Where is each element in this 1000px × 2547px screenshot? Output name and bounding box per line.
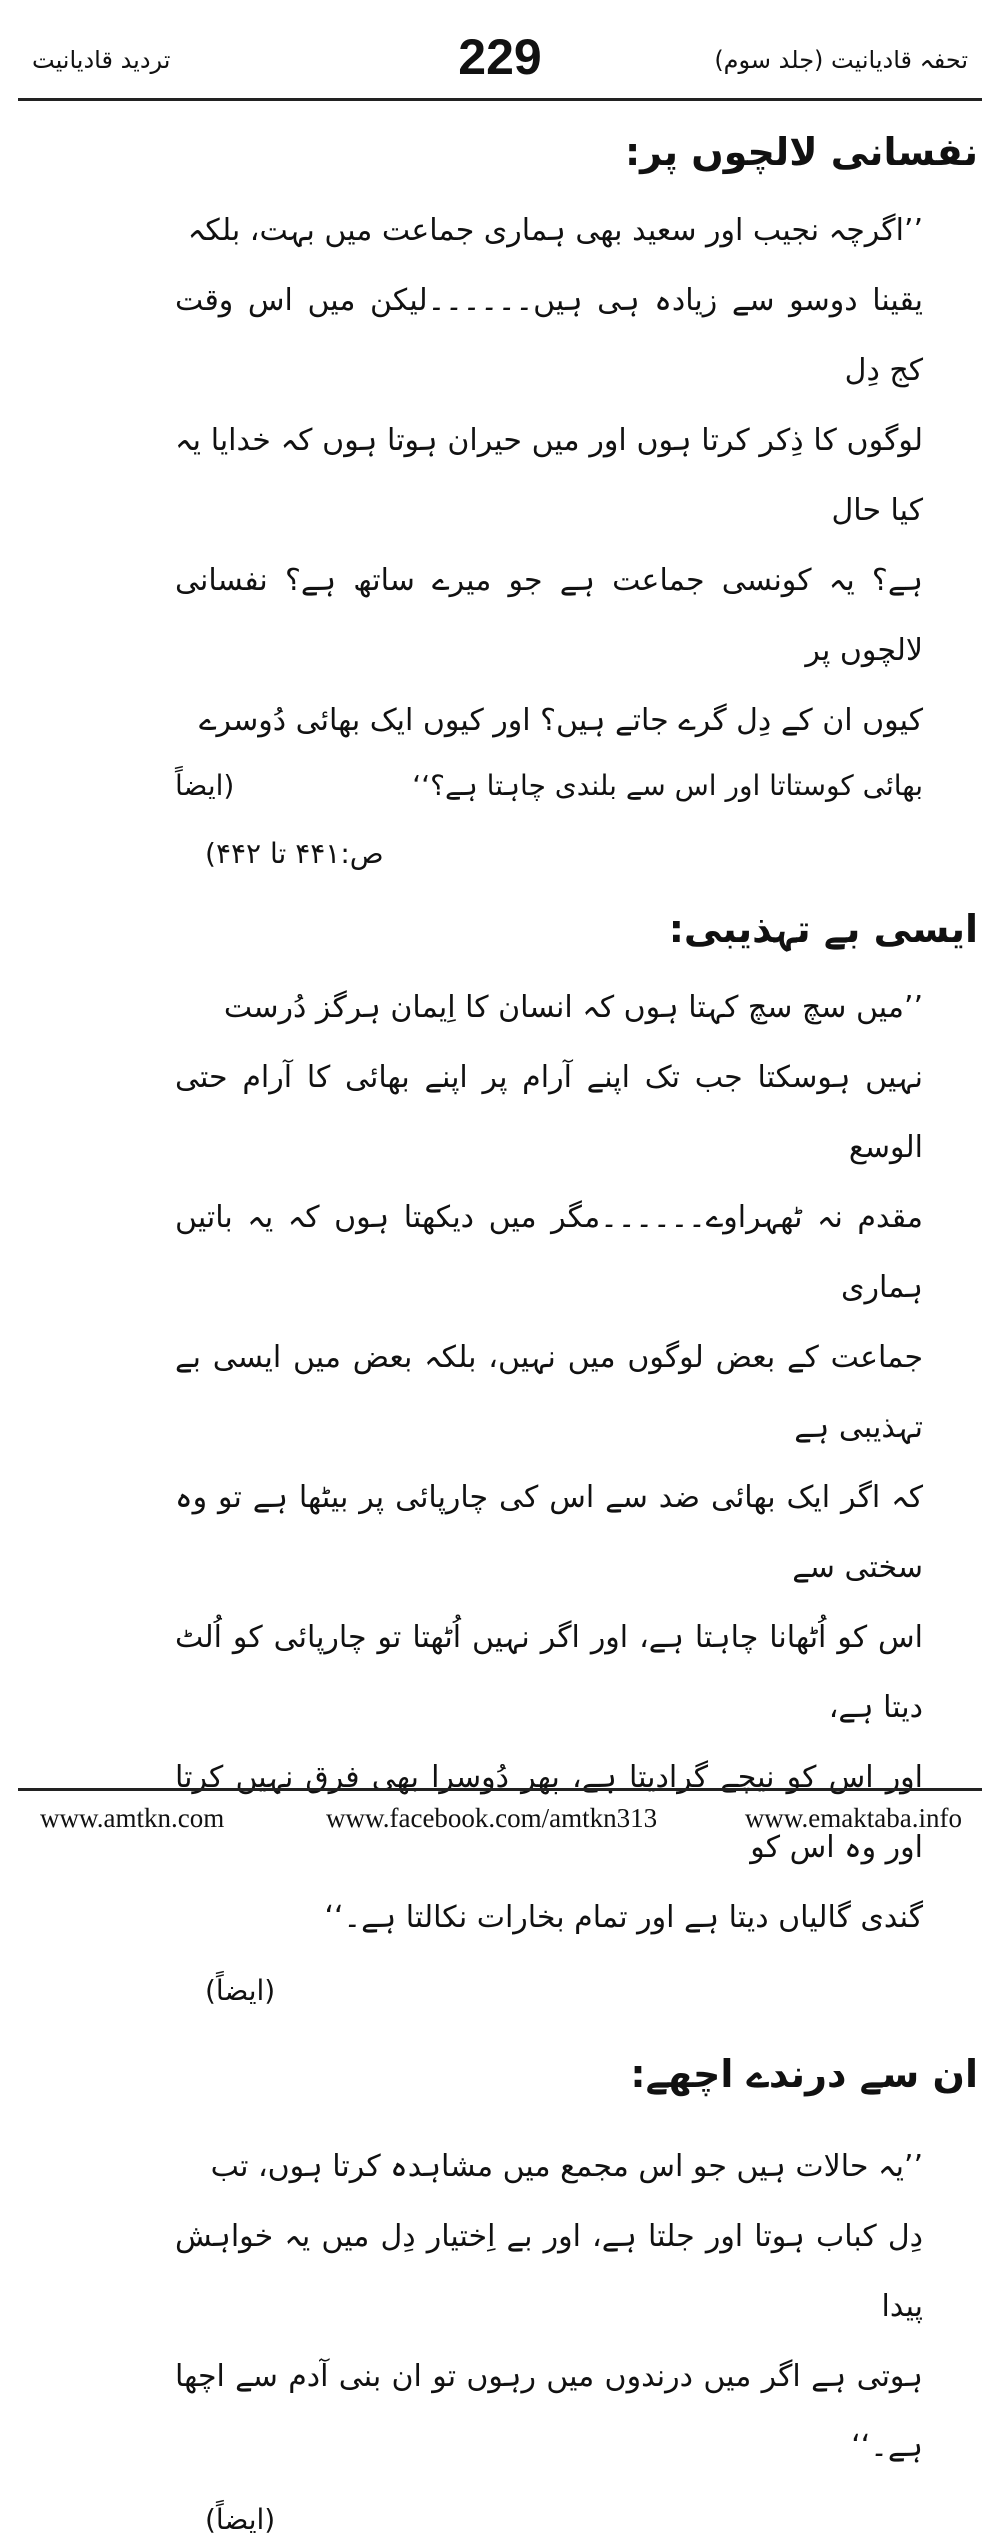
- text-line: گندی گالیاں دیتا ہے اور تمام بخارات نکالتا ہے۔‘‘: [324, 1900, 923, 1935]
- reference: (ایضاً): [205, 1974, 276, 2007]
- header-book-section: تردید قادیانیت: [32, 46, 171, 74]
- text-line: ہوتی ہے اگر میں درندوں میں رہوں تو ان بنی آدم سے اچھا ہے۔‘‘: [175, 2359, 923, 2464]
- footer-link-facebook[interactable]: www.facebook.com/amtkn313: [326, 1803, 658, 1833]
- text-line: جماعت کے بعض لوگوں میں نہیں، بلکہ بعض میں ایسی بے تہذیبی ہے: [175, 1340, 923, 1445]
- text-line: کہ اگر ایک بھائی ضد سے اس کی چارپائی پر بیٹھا ہے تو وہ سختی سے: [175, 1480, 923, 1585]
- text-line: ہے؟ یہ کونسی جماعت ہے جو میرے ساتھ ہے؟ نفسانی لالچوں پر: [175, 563, 923, 668]
- section-heading: ایسی بے تہذیبی:: [668, 907, 978, 951]
- text-line: اس کو اُٹھانا چاہتا ہے، اور اگر نہیں اُٹھتا تو چارپائی کو اُلٹ دیتا ہے،: [175, 1620, 923, 1725]
- reference: (ایضاً: [175, 769, 235, 802]
- text-line: نہیں ہوسکتا جب تک اپنے آرام پر اپنے بھائی کا آرام حتی الوسع: [175, 1060, 923, 1165]
- text-line: اور اس کو نیچے گرادیتا ہے، پھر دُوسرا بھی فرق نہیں کرتا اور وہ اس کو: [175, 1760, 923, 1865]
- quote-paragraph: [175, 196, 923, 756]
- reference: ص:۴۴۱ تا ۴۴۲): [205, 837, 384, 870]
- text-line: بھائی کوستاتا اور اس سے بلندی چاہتا ہے؟‘‘: [412, 769, 923, 802]
- page-body: [55, 110, 978, 2547]
- reference: (ایضاً): [205, 2503, 276, 2536]
- text-line: ’’یہ حالات ہیں جو اس مجمع میں مشاہدہ کرتا ہوں، تب: [210, 2149, 923, 2184]
- text-line: ’’میں سچ سچ کہتا ہوں کہ انسان کا اِیمان ہرگز دُرست: [223, 990, 923, 1025]
- text-line: یقینا دوسو سے زیادہ ہی ہیں۔۔۔۔۔۔لیکن میں اس وقت کج دِل: [175, 283, 923, 388]
- page-footer: [18, 1788, 982, 1846]
- text-line-with-reference: [175, 756, 923, 816]
- footer-link-emaktaba[interactable]: www.emaktaba.info: [744, 1803, 962, 1833]
- page-header: [18, 28, 982, 101]
- header-book-title: تحفہ قادیانیت (جلد سوم): [714, 46, 968, 74]
- section-heading: نفسانی لالچوں پر:: [624, 130, 978, 174]
- section-heading: ان سے درندے اچھے:: [630, 2052, 978, 2096]
- text-line: لوگوں کا ذِکر کرتا ہوں اور میں حیران ہوتا ہوں کہ خدایا یہ کیا حال: [175, 423, 923, 528]
- quote-paragraph: [175, 2132, 923, 2482]
- page-number: 229: [458, 29, 542, 85]
- text-line: کیوں ان کے دِل گرے جاتے ہیں؟ اور کیوں ایک بھائی دُوسرے: [198, 703, 923, 738]
- text-line: ’’اگرچہ نجیب اور سعید بھی ہماری جماعت میں بہت، بلکہ: [187, 213, 923, 248]
- text-line: دِل کباب ہوتا اور جلتا ہے، اور بے اِختیار دِل میں یہ خواہش پیدا: [175, 2219, 923, 2324]
- footer-link-amtkn[interactable]: www.amtkn.com: [40, 1803, 225, 1833]
- text-line: مقدم نہ ٹھہراوے۔۔۔۔۔۔مگر میں دیکھتا ہوں کہ یہ باتیں ہماری: [175, 1200, 923, 1305]
